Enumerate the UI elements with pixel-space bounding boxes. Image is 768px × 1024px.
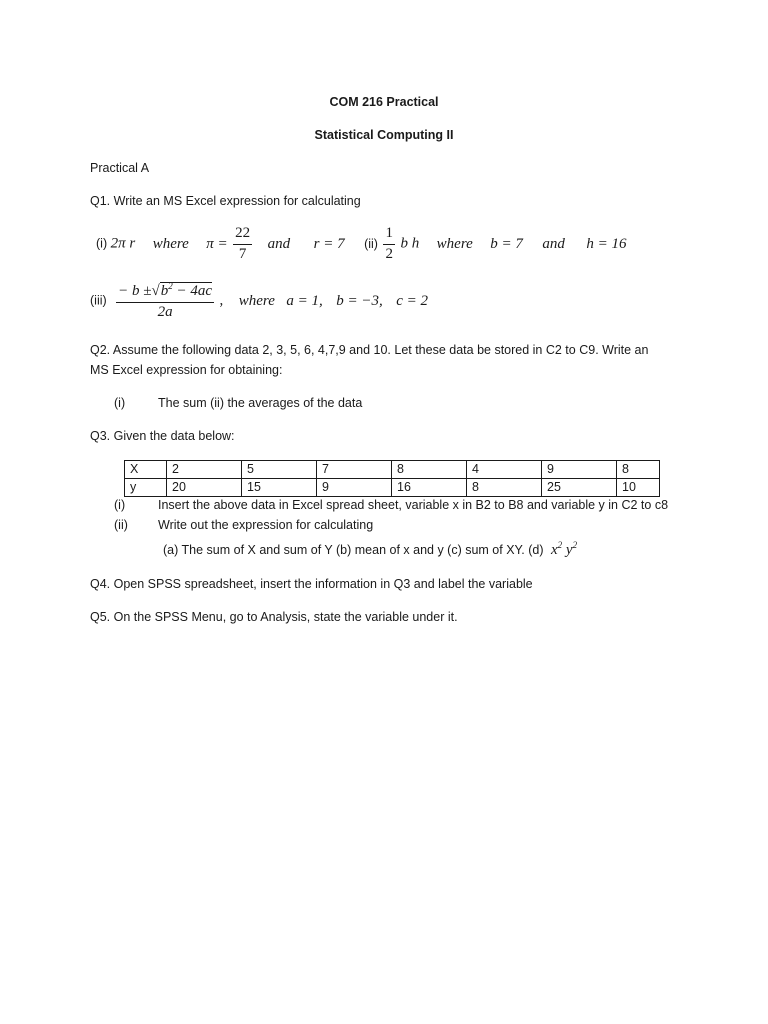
q3-d-y: y xyxy=(565,542,573,558)
q1-ii-expression: b h xyxy=(400,235,420,252)
q2-i-label: (i) xyxy=(114,396,126,410)
table-row xyxy=(125,461,660,479)
q1-iii-radicand-b: b xyxy=(160,283,169,299)
q3-ii-a-text: (a) The sum of X and sum of Y (b) mean of x and y (c) sum of XY. (d) xyxy=(163,543,544,557)
q3-ii-subitems xyxy=(163,541,577,558)
q3-d-x: x xyxy=(550,542,558,558)
q1-formula-row-1 xyxy=(96,226,626,263)
table-cell: 9 xyxy=(542,461,617,479)
q1-ii-and: and xyxy=(542,235,565,252)
table-cell: 20 xyxy=(167,479,242,497)
q3-i-label: (i) xyxy=(114,498,126,512)
table-cell: 8 xyxy=(617,461,660,479)
q3-ii-text: Write out the expression for calculating xyxy=(158,518,374,532)
q1-iii-denominator: 2a xyxy=(157,303,173,320)
question-5-text: Q5. On the SPSS Menu, go to Analysis, state the variable under it. xyxy=(90,610,458,624)
q1-ii-fraction xyxy=(383,226,395,263)
q1-iii-b-value: b = −3, xyxy=(336,292,383,309)
q3-d-x-exponent: 2 xyxy=(557,540,563,550)
q1-iii-label: (iii) xyxy=(90,293,107,308)
table-cell: 8 xyxy=(392,461,467,479)
q1-iii-comma: , xyxy=(219,292,224,309)
question-4-text: Q4. Open SPSS spreadsheet, insert the information in Q3 and label the variable xyxy=(90,577,533,591)
q1-ii-h-value: h = 16 xyxy=(586,235,627,252)
q1-i-expression: 2π r xyxy=(110,235,136,252)
q1-i-pi-numerator: 22 xyxy=(233,226,252,245)
table-cell: 16 xyxy=(392,479,467,497)
q1-iii-fraction xyxy=(116,282,214,321)
q1-ii-label: (ii) xyxy=(364,236,378,251)
q1-ii-denominator: 2 xyxy=(385,245,393,262)
section-heading: Practical A xyxy=(90,161,150,175)
q1-iii-num-left: − b ± xyxy=(118,283,152,299)
q1-iii-radicand-rest: − 4ac xyxy=(172,283,213,299)
q1-iii-c-value: c = 2 xyxy=(396,292,428,309)
question-2-line-1: Q2. Assume the following data 2, 3, 5, 6, 4,7,9 and 10. Let these data be stored in C2 to C9. Write an xyxy=(90,343,649,357)
q1-ii-b-value: b = 7 xyxy=(490,235,523,252)
table-cell: y xyxy=(125,479,167,497)
table-cell: 10 xyxy=(617,479,660,497)
table-cell: 4 xyxy=(467,461,542,479)
q3-ii-label: (ii) xyxy=(114,518,128,532)
q1-i-label: (i) xyxy=(96,236,108,251)
q1-ii-numerator: 1 xyxy=(383,226,395,245)
page-subtitle: Statistical Computing II xyxy=(314,128,454,142)
table-cell: 8 xyxy=(467,479,542,497)
question-1-text: Q1. Write an MS Excel expression for calculating xyxy=(90,194,361,208)
q1-iii-numerator xyxy=(116,282,214,303)
q3-data-table xyxy=(124,460,660,497)
question-2-line-2: MS Excel expression for obtaining: xyxy=(90,363,283,377)
q1-iii-a-value: a = 1, xyxy=(286,292,323,309)
q1-formula-row-2 xyxy=(90,282,428,321)
q1-iii-radicand xyxy=(160,282,212,299)
q1-i-where: where xyxy=(152,235,189,252)
q1-i-pi-denominator: 7 xyxy=(238,245,247,262)
table-cell: 7 xyxy=(317,461,392,479)
q1-i-and: and xyxy=(267,235,291,252)
table-cell: X xyxy=(125,461,167,479)
q3-ii-d-expression xyxy=(551,542,577,558)
q3-i-text: Insert the above data in Excel spread sheet, variable x in B2 to B8 and variable y in C2 to c8 xyxy=(158,498,669,512)
page-title: COM 216 Practical xyxy=(329,95,439,109)
table-cell: 15 xyxy=(242,479,317,497)
q1-i-r-value: r = 7 xyxy=(313,235,345,252)
q2-i-text: The sum (ii) the averages of the data xyxy=(158,396,363,410)
table-cell: 2 xyxy=(167,461,242,479)
q1-iii-where: where xyxy=(238,292,275,309)
table-cell: 5 xyxy=(242,461,317,479)
q1-iii-radicand-exponent: 2 xyxy=(168,281,173,291)
table-cell: 9 xyxy=(317,479,392,497)
radical-sign-icon: √ xyxy=(151,283,160,299)
table-cell: 25 xyxy=(542,479,617,497)
q1-i-pi-fraction xyxy=(233,226,252,263)
q3-d-y-exponent: 2 xyxy=(572,540,578,550)
q1-ii-where: where xyxy=(436,235,473,252)
question-3-text: Q3. Given the data below: xyxy=(90,429,235,443)
table-row xyxy=(125,479,660,497)
q1-i-pi-lhs: π = xyxy=(206,235,228,252)
